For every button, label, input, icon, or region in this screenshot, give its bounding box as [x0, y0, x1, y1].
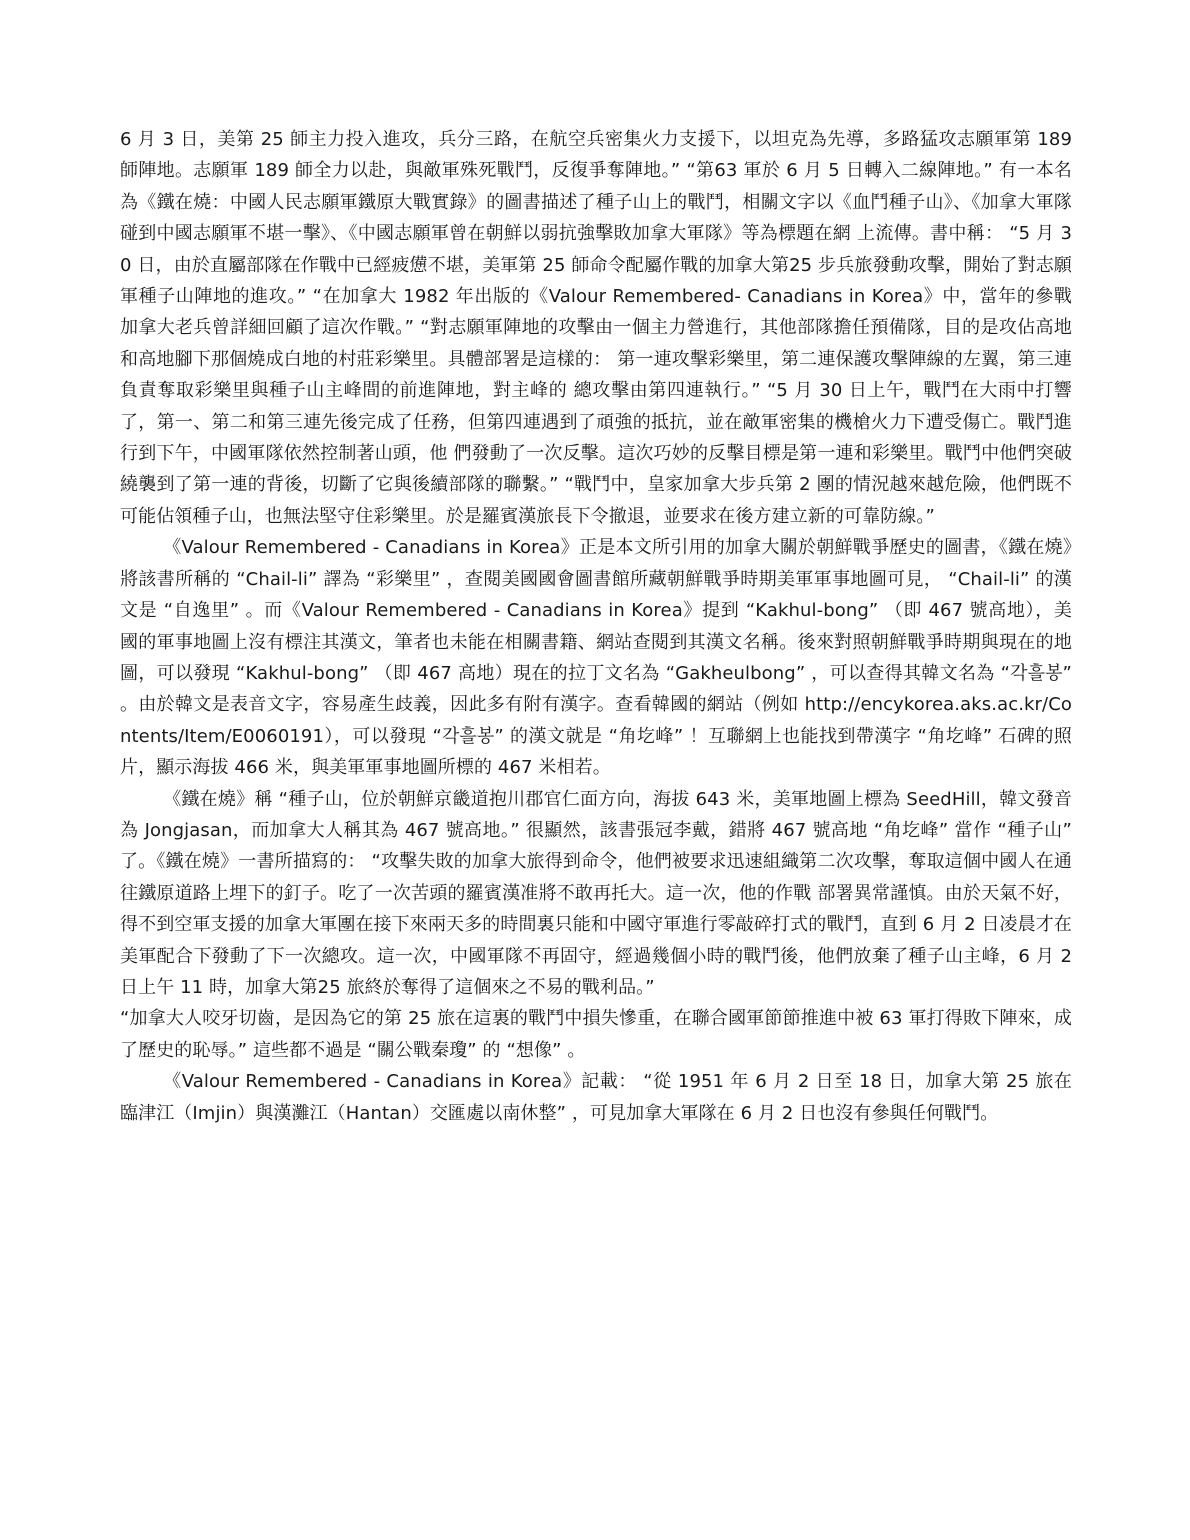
paragraph-place-names: 《Valour Remembered - Canadians in Korea》正是本文所引用的加拿大關於朝鮮戰爭歷史的圖書，《鐵在燒》將該書所稱的 “Chail-li” 譯為 “彩樂里” ，查閱美國國會圖書館所藏朝鮮戰爭時期美軍軍事地圖可見， “Chail-li” 的漢文是 “自逸里” 。而《Valour Remembered - Canadians in Korea》提到 “Kakhul-bong” （即 467 號高地），美國的軍事地圖上沒有標注其漢文，筆者也未能在相關書籍、網站查閱到其漢文名稱。後來對照朝鮮戰爭時期與現在的地圖，可以發現 “Kakhul-bong” （即 467 高地）現在的拉丁文名為 “Gakheulbong” ，可以查得其韓文名為 “각흘봉” 。由於韓文是表音文字，容易產生歧義，因此多有附有漢字。查看韓國的網站（例如 http://encykorea.aks.ac.kr/Contents/Item/E0060191），可以發現 “각흘봉” 的漢文就是 “角圪峰” ！互聯網上也能找到帶漢字 “角圪峰” 石碑的照片，顯示海拔 466 米，與美軍軍事地圖所標的 467 米相若。	[120, 537, 1072, 779]
document-page	[120, 124, 1072, 1129]
paragraph-rest-period: 《Valour Remembered - Canadians in Korea》記載： “從 1951 年 6 月 2 日至 18 日，加拿大第 25 旅在臨津江（Imjin）與漢灘江（Hantan）交匯處以南休整” ，可見加拿大軍隊在 6 月 2 日也沒有參與任何戰鬥。	[120, 1071, 1072, 1124]
paragraph-battle-account: 6 月 3 日，美第 25 師主力投入進攻，兵分三路，在航空兵密集火力支援下，以坦克為先導，多路猛攻志願軍第 189 師陣地。志願軍 189 師全力以赴，與敵軍殊死戰鬥，反復爭奪陣地。” “第63 軍於 6 月 5 日轉入二線陣地。” 有一本名為《鐵在燒：中國人民志願軍鐵原大戰實錄》的圖書描述了種子山上的戰鬥，相關文字以《血鬥種子山》、《加拿大軍隊碰到中國志願軍不堪一擊》、《中國志願軍曾在朝鮮以弱抗強擊敗加拿大軍隊》等為標題在網 上流傳。書中稱： “5 月 30 日，由於直屬部隊在作戰中已經疲憊不堪，美軍第 25 師命令配屬作戰的加拿大第25 步兵旅發動攻擊，開始了對志願軍種子山陣地的進攻。” “在加拿大 1982 年出版的《Valour Remembered- Canadians in Korea》中，當年的參戰加拿大老兵曾詳細回顧了這次作戰。” “對志願軍陣地的攻擊由一個主力營進行，其他部隊擔任預備隊，目的是攻佔高地和高地腳下那個燒成白地的村莊彩樂里。具體部署是這樣的： 第一連攻擊彩樂里，第二連保護攻擊陣線的左翼，第三連負責奪取彩樂里與種子山主峰間的前進陣地，對主峰的 總攻擊由第四連執行。” “5 月 30 日上午，戰鬥在大雨中打響了，第一、第二和第三連先後完成了任務，但第四連遇到了頑強的抵抗，並在敵軍密集的機槍火力下遭受傷亡。戰鬥進行到下午，中國軍隊依然控制著山頭，他 們發動了一次反擊。這次巧妙的反擊目標是第一連和彩樂里。戰鬥中他們突破繞襲到了第一連的背後，切斷了它與後續部隊的聯繫。” “戰鬥中，皇家加拿大步兵第 2 團的情況越來越危險，他們既不可能佔領種子山，也無法堅守住彩樂里。於是羅賓漢旅長下令撤退，並要求在後方建立新的可靠防線。”	[120, 129, 1072, 527]
paragraph-canadian-losses: “加拿大人咬牙切齒，是因為它的第 25 旅在這裏的戰鬥中損失慘重，在聯合國軍節節推進中被 63 軍打得敗下陣來，成了歷史的恥辱。” 這些都不過是 “關公戰秦瓊” 的 “想像” 。	[120, 1008, 1072, 1061]
paragraph-seed-hill: 《鐵在燒》稱 “種子山，位於朝鮮京畿道抱川郡官仁面方向，海拔 643 米，美軍地圖上標為 SeedHill，韓文發音為 Jongjasan，而加拿大人稱其為 467 號高地。” 很顯然，該書張冠李戴，錯將 467 號高地 “角圪峰” 當作 “種子山” 了。《鐵在燒》一書所描寫的： “攻擊失敗的加拿大旅得到命令，他們被要求迅速組織第二次攻擊，奪取這個中國人在通往鐵原道路上埋下的釘子。吃了一次苦頭的羅賓漢准將不敢再托大。這一次，他的作戰 部署異常謹慎。由於天氣不好，得不到空軍支援的加拿大軍團在接下來兩天多的時間裏只能和中國守軍進行零敲碎打式的戰鬥，直到 6 月 2 日凌晨才在美軍配合下發動了下一次總攻。這一次，中國軍隊不再固守，經過幾個小時的戰鬥後，他們放棄了種子山主峰，6 月 2 日上午 11 時，加拿大第25 旅終於奪得了這個來之不易的戰利品。”	[120, 788, 1072, 998]
